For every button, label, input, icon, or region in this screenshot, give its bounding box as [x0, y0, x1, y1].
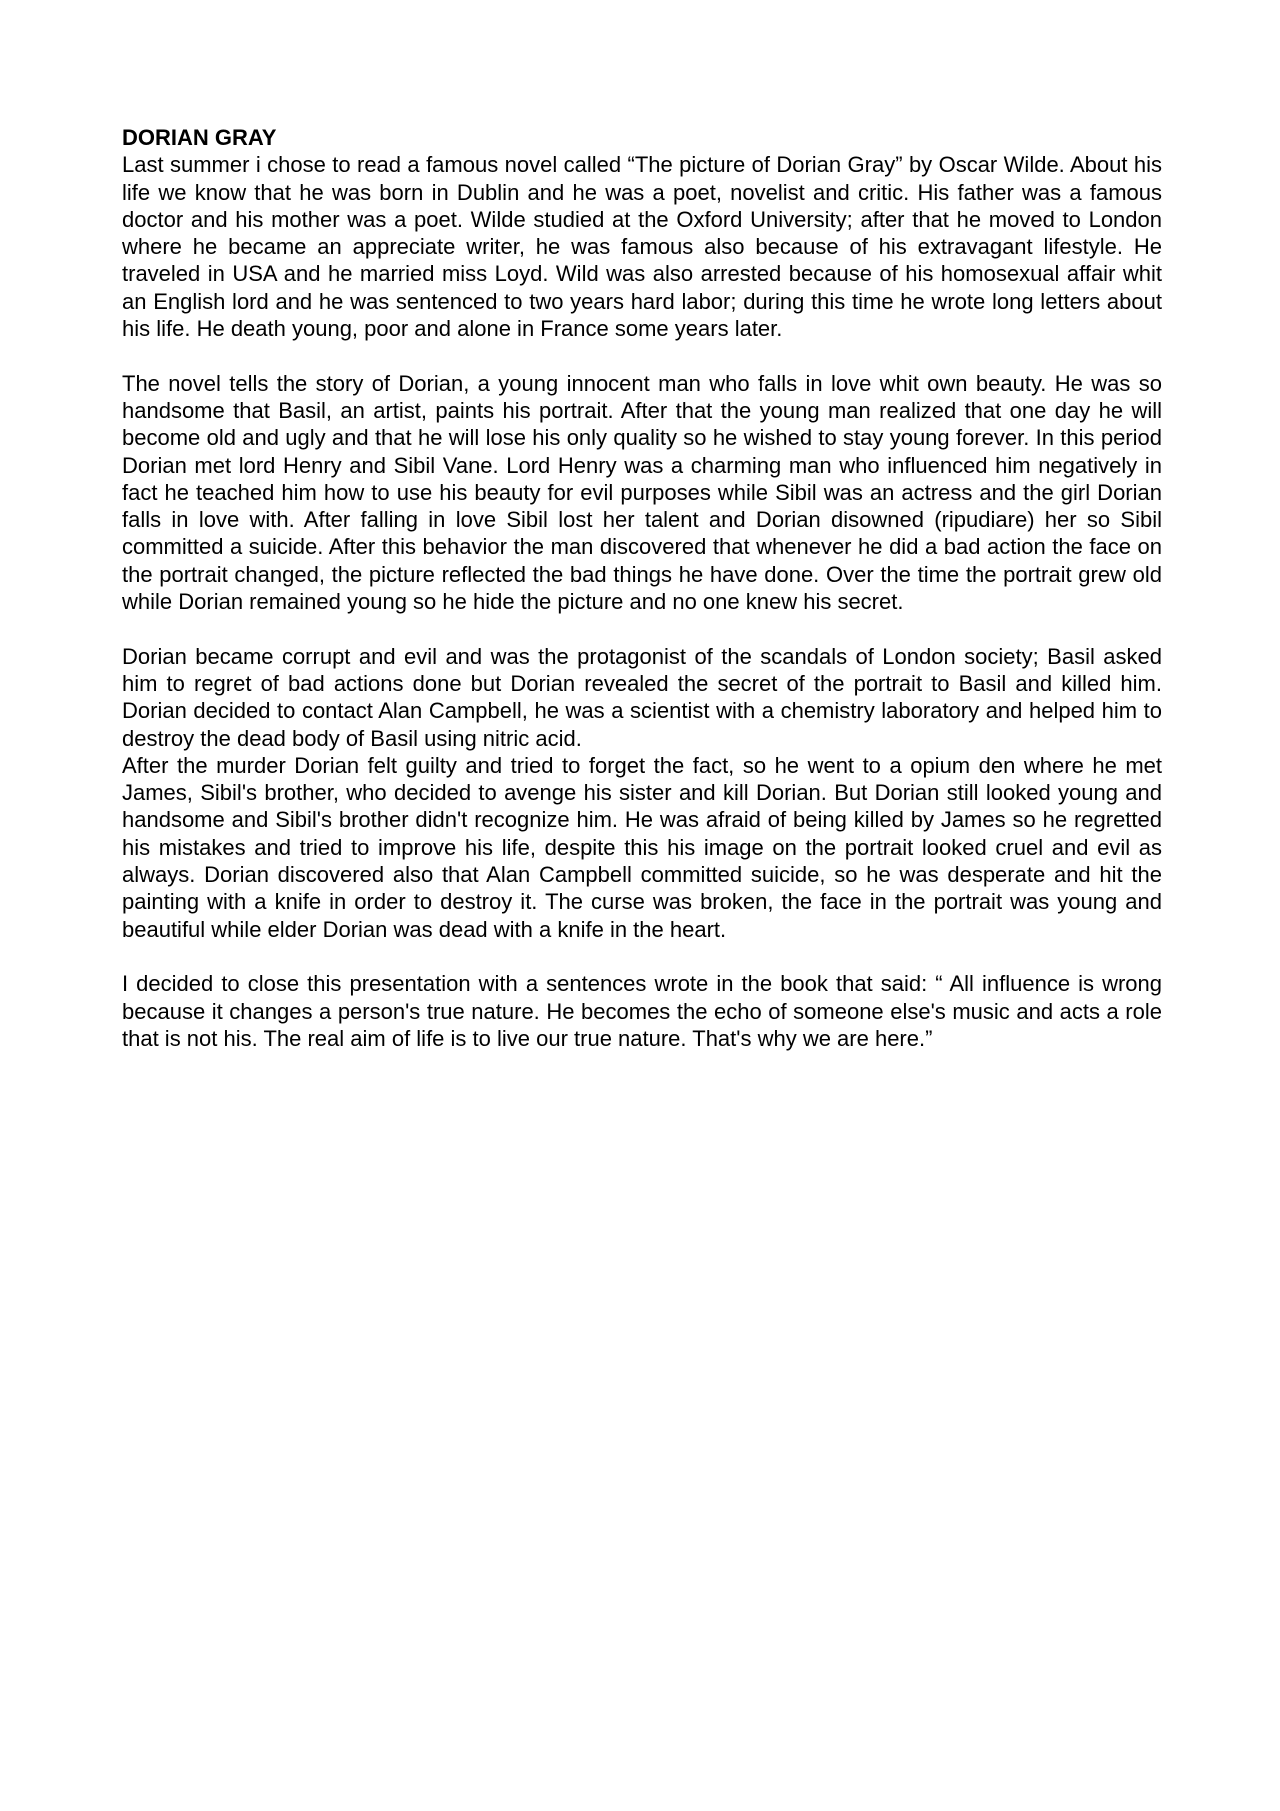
document-title: DORIAN GRAY	[122, 125, 277, 150]
document-body	[122, 124, 1162, 1052]
paragraph-closing-quote: I decided to close this presentation with a sentences wrote in the book that said: “ All influence is wrong because it changes a person's true nature. He becomes the echo of someone else's music and acts a role that is not his. The real aim of life is to live our true nature. That's why we are here.”	[122, 971, 1162, 1051]
paragraph-wilde-biography: Last summer i chose to read a famous novel called “The picture of Dorian Gray” by Oscar Wilde. About his life we know that he was born in Dublin and he was a poet, novelist and critic. His father was a famous doctor and his mother was a poet. Wilde studied at the Oxford University; after that he moved to London where he became an appreciate writer, he was famous also because of his extravagant lifestyle. He traveled in USA and he married miss Loyd. Wild was also arrested because of his homosexual affair whit an English lord and he was sentenced to two years hard labor; during this time he wrote long letters about his life. He death young, poor and alone in France some years later.	[122, 152, 1162, 342]
paragraph-dorian-corruption: Dorian became corrupt and evil and was the protagonist of the scandals of London society; Basil asked him to regret of bad actions done but Dorian revealed the secret of the portrait to Basil and killed him. Dorian decided to contact Alan Campbell, he was a scientist with a chemistry laboratory and helped him to destroy the dead body of Basil using nitric acid.	[122, 643, 1162, 751]
paragraph-novel-plot: The novel tells the story of Dorian, a young innocent man who falls in love whit own beauty. He was so handsome that Basil, an artist, paints his portrait. After that the young man realized that one day he will become old and ugly and that he will lose his only quality so he wished to stay young forever. In this period Dorian met lord Henry and Sibil Vane. Lord Henry was a charming man who influenced him negatively in fact he teached him how to use his beauty for evil purposes while Sibil was an actress and the girl Dorian falls in love with. After falling in love Sibil lost her talent and Dorian disowned (ripudiare) her so Sibil committed a suicide. After this behavior the man discovered that whenever he did a bad action the face on the portrait changed, the picture reflected the bad things he have done. Over the time the portrait grew old while Dorian remained young so he hide the picture and no one knew his secret.	[122, 370, 1162, 615]
paragraph-after-murder: After the murder Dorian felt guilty and tried to forget the fact, so he went to a opium den where he met James, Sibil's brother, who decided to avenge his sister and kill Dorian. But Dorian still looked young and handsome and Sibil's brother didn't recognize him. He was afraid of being killed by James so he regretted his mistakes and tried to improve his life, despite this his image on the portrait looked cruel and evil as always. Dorian discovered also that Alan Campbell committed suicide, so he was desperate and hit the painting with a knife in order to destroy it. The curse was broken, the face in the portrait was young and beautiful while elder Dorian was dead with a knife in the heart.	[122, 752, 1162, 942]
